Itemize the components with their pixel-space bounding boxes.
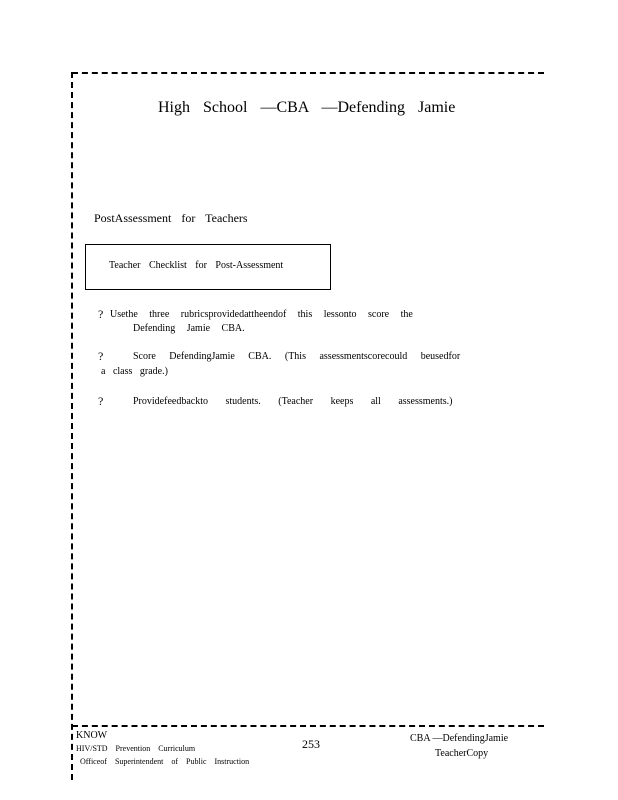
checklist-item-text: Score DefendingJamie CBA. (This assessmentscorecould beusedfor (133, 351, 461, 362)
page-number: 253 (302, 737, 320, 751)
page-title: High School —CBA —Defending Jamie (158, 99, 456, 116)
checklist-item-text: Providefeedbackto students. (Teacher keeps all assessments.) (133, 396, 453, 407)
page-border-top (72, 72, 544, 74)
bullet-icon: ? (98, 307, 104, 321)
footer-curriculum-line: HIV/STD Prevention Curriculum (76, 744, 196, 753)
bullet-icon: ? (98, 349, 104, 363)
page-border-left (71, 72, 73, 780)
bullet-icon: ? (98, 394, 104, 408)
checklist-item-text-continued: Defending Jamie CBA. (133, 323, 245, 334)
checklist-item-text-continued: a class grade.) (101, 366, 168, 377)
footer-divider (72, 725, 544, 727)
checklist-box-label: Teacher Checklist for Post-Assessment (109, 260, 284, 271)
footer-office-line: Officeof Superintendent of Public Instruction (80, 757, 250, 766)
footer-doc-title: CBA —DefendingJamie (410, 733, 509, 744)
checklist-item-text: Usethe three rubricsprovidedattheendof this lessonto score the (110, 309, 413, 320)
footer-copy-label: TeacherCopy (435, 748, 489, 759)
footer-program-name: KNOW (76, 730, 108, 741)
section-subheading: PostAssessment for Teachers (94, 211, 248, 225)
